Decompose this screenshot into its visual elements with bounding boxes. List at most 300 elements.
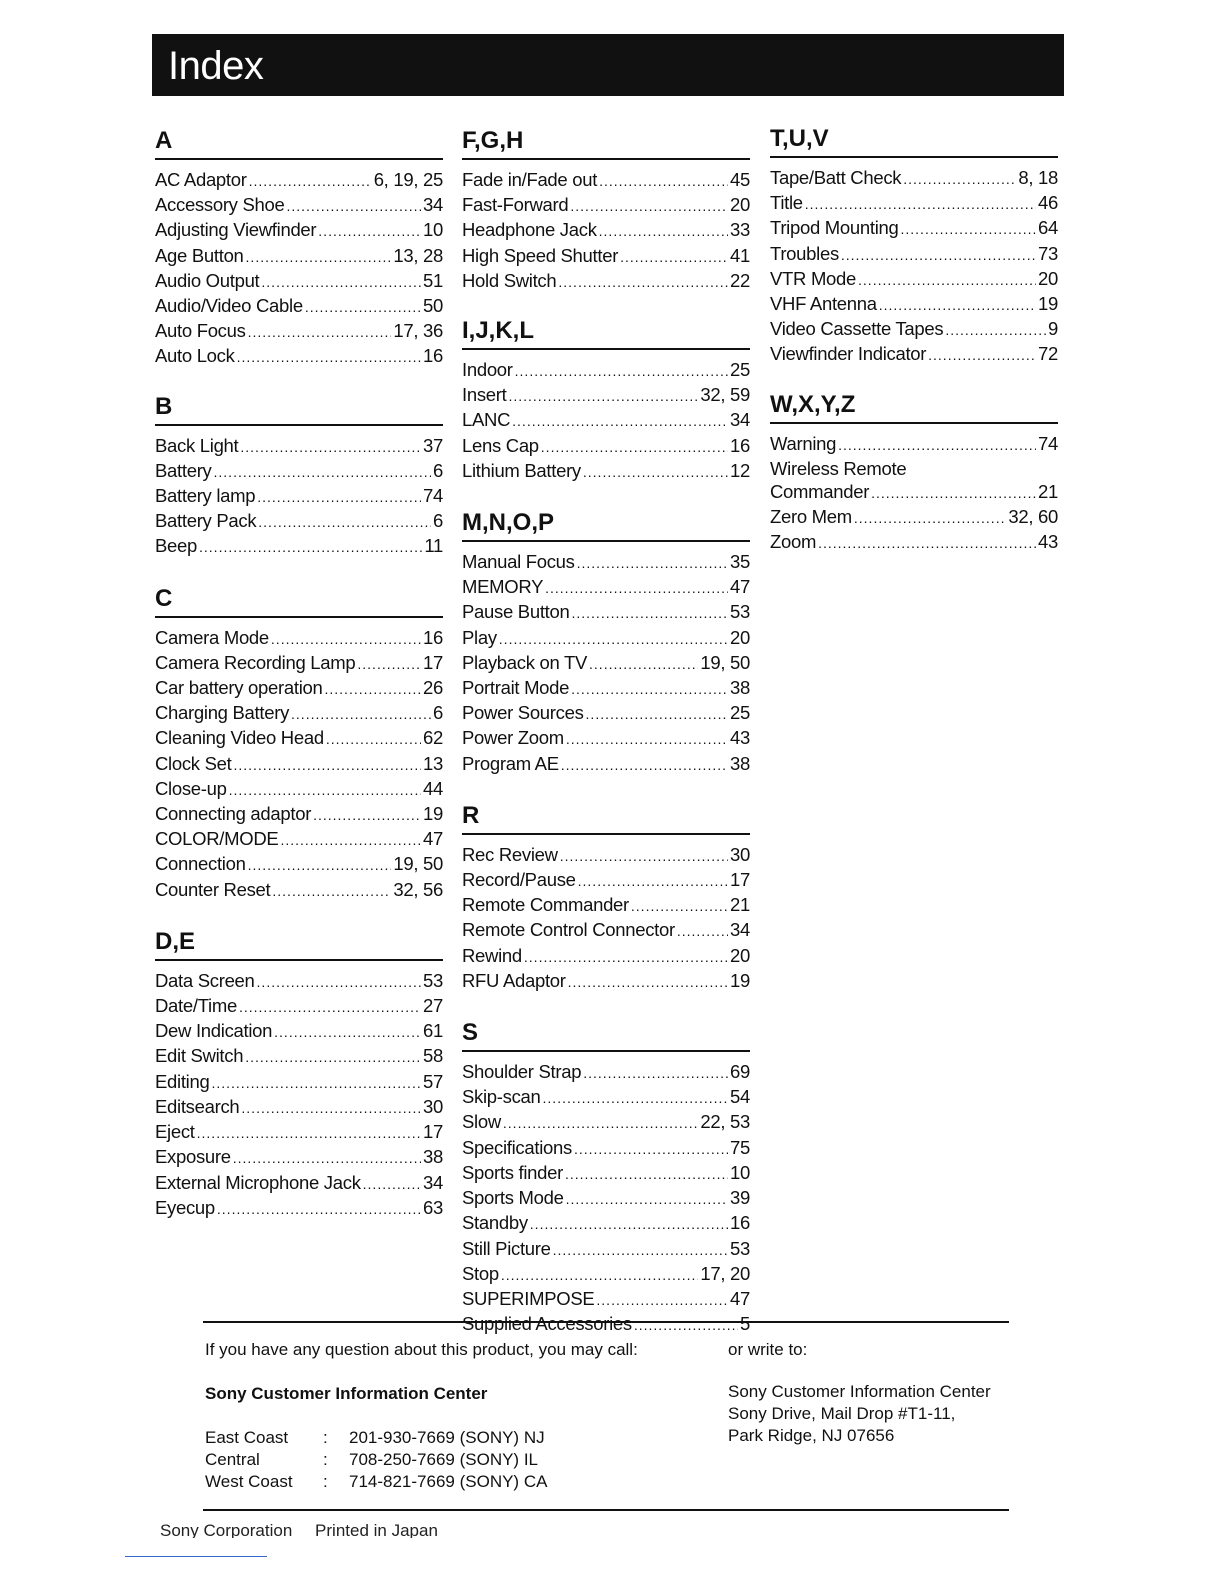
entry-pages: 6 bbox=[433, 459, 443, 481]
entry-pages: 6 bbox=[433, 510, 443, 532]
dot-leader bbox=[237, 344, 421, 369]
entry-pages: 13, 28 bbox=[393, 244, 443, 266]
entry-term: Rewind bbox=[462, 944, 522, 966]
index-entry bbox=[462, 358, 750, 383]
index-entry bbox=[462, 1237, 750, 1262]
index-entry bbox=[155, 1044, 443, 1069]
entry-term: Still Picture bbox=[462, 1237, 551, 1259]
entry-pages: 16 bbox=[730, 1212, 750, 1234]
index-entry bbox=[155, 1120, 443, 1145]
dot-leader bbox=[858, 267, 1036, 292]
entry-term: Auto Focus bbox=[155, 320, 246, 342]
footer bbox=[160, 1520, 456, 1538]
dot-leader bbox=[524, 944, 728, 969]
entry-term: High Speed Shutter bbox=[462, 244, 619, 266]
dot-leader bbox=[286, 193, 421, 218]
index-column-3 bbox=[770, 124, 1058, 556]
entry-pages: 19 bbox=[423, 803, 443, 825]
entry-term: RFU Adaptor bbox=[462, 969, 566, 991]
dot-leader bbox=[571, 676, 728, 701]
entry-pages: 73 bbox=[1038, 242, 1058, 264]
index-entry bbox=[770, 480, 1058, 505]
entry-pages: 38 bbox=[423, 1146, 443, 1168]
entry-pages: 25 bbox=[730, 359, 750, 381]
section-heading: I,J,K,L bbox=[462, 316, 750, 350]
phone-number: 708-250-7669 (SONY) IL bbox=[349, 1450, 538, 1469]
entry-term: Sports Mode bbox=[462, 1187, 564, 1209]
entry-term: Sports finder bbox=[462, 1161, 563, 1183]
section-d-e bbox=[155, 927, 443, 1221]
entry-list bbox=[462, 550, 750, 777]
contact-info bbox=[203, 1321, 1009, 1511]
section-w-x-y-z bbox=[770, 390, 1058, 556]
entry-term: Data Screen bbox=[155, 969, 255, 991]
phone-region: Central bbox=[205, 1450, 260, 1469]
index-entry bbox=[462, 651, 750, 676]
entry-term: Zero Mem bbox=[770, 506, 852, 528]
entry-pages: 64 bbox=[1038, 217, 1058, 239]
phone-contact bbox=[205, 1339, 705, 1493]
entry-pages: 53 bbox=[730, 601, 750, 623]
entry-term: Battery bbox=[155, 459, 212, 481]
entry-list bbox=[462, 843, 750, 994]
index-entry bbox=[770, 317, 1058, 342]
index-entry bbox=[462, 701, 750, 726]
index-title-bar bbox=[152, 34, 1064, 96]
entry-term: Close-up bbox=[155, 777, 227, 799]
entry-pages: 34 bbox=[730, 919, 750, 941]
address-line: Park Ridge, NJ 07656 bbox=[728, 1426, 895, 1445]
index-column-2 bbox=[462, 126, 750, 1337]
entry-term: Date/Time bbox=[155, 995, 237, 1017]
entry-pages: 6 bbox=[433, 702, 443, 724]
entry-pages: 34 bbox=[423, 194, 443, 216]
mailing-address bbox=[728, 1381, 1018, 1447]
index-entry bbox=[155, 1095, 443, 1120]
entry-pages: 34 bbox=[730, 409, 750, 431]
index-entry bbox=[462, 600, 750, 625]
dot-leader bbox=[841, 242, 1036, 267]
entry-list bbox=[155, 969, 443, 1221]
entry-pages: 21 bbox=[1038, 481, 1058, 503]
section-t-u-v bbox=[770, 124, 1058, 368]
entry-pages: 32, 56 bbox=[393, 878, 443, 900]
entry-term: Editing bbox=[155, 1070, 210, 1092]
entry-pages: 44 bbox=[423, 777, 443, 799]
entry-pages: 17, 36 bbox=[393, 320, 443, 342]
entry-pages: 20 bbox=[730, 944, 750, 966]
index-entry bbox=[462, 218, 750, 243]
dot-leader bbox=[246, 244, 392, 269]
index-entry bbox=[155, 969, 443, 994]
dot-leader bbox=[261, 269, 421, 294]
index-entry bbox=[155, 626, 443, 651]
index-entry bbox=[155, 434, 443, 459]
entry-term: Counter Reset bbox=[155, 878, 271, 900]
index-entry bbox=[462, 244, 750, 269]
dot-leader bbox=[599, 218, 728, 243]
dot-leader bbox=[197, 1120, 421, 1145]
entry-pages: 27 bbox=[423, 995, 443, 1017]
phone-row bbox=[205, 1449, 705, 1471]
index-entry bbox=[770, 432, 1058, 457]
entry-pages: 47 bbox=[730, 576, 750, 598]
entry-term: Car battery operation bbox=[155, 677, 323, 699]
entry-term: Troubles bbox=[770, 242, 839, 264]
dot-leader bbox=[566, 1186, 728, 1211]
index-entry bbox=[462, 1262, 750, 1287]
entry-pages: 32, 60 bbox=[1008, 506, 1058, 528]
dot-leader bbox=[545, 575, 728, 600]
entry-term: Edit Switch bbox=[155, 1045, 244, 1067]
dot-leader bbox=[501, 1262, 699, 1287]
entry-pages: 16 bbox=[730, 434, 750, 456]
section-heading: C bbox=[155, 584, 443, 618]
entry-pages: 26 bbox=[423, 677, 443, 699]
footer-printed: Printed in Japan bbox=[315, 1521, 438, 1538]
entry-term: Connecting adaptor bbox=[155, 803, 312, 825]
entry-term: Portrait Mode bbox=[462, 677, 570, 699]
section-c bbox=[155, 584, 443, 903]
dot-leader bbox=[574, 1136, 728, 1161]
address-line: Sony Drive, Mail Drop #T1-11, bbox=[728, 1404, 956, 1423]
index-entry bbox=[155, 726, 443, 751]
dot-leader bbox=[305, 294, 421, 319]
dot-leader bbox=[233, 1145, 421, 1170]
dot-leader bbox=[217, 1196, 421, 1221]
index-entry bbox=[462, 408, 750, 433]
entry-pages: 35 bbox=[730, 551, 750, 573]
index-entry bbox=[462, 1287, 750, 1312]
entry-term: Back Light bbox=[155, 434, 239, 456]
entry-term: Insert bbox=[462, 384, 507, 406]
dot-leader bbox=[586, 701, 728, 726]
dot-leader bbox=[515, 358, 728, 383]
entry-term: AC Adaptor bbox=[155, 169, 247, 190]
index-entry bbox=[462, 1110, 750, 1135]
index-entry bbox=[462, 1211, 750, 1236]
entry-pages: 30 bbox=[730, 843, 750, 865]
contact-question: If you have any question about this product, you may call: bbox=[205, 1340, 638, 1359]
entry-pages: 13 bbox=[423, 752, 443, 774]
index-entry bbox=[155, 269, 443, 294]
section-heading: W,X,Y,Z bbox=[770, 390, 1058, 424]
index-entry bbox=[155, 484, 443, 509]
entry-pages: 58 bbox=[423, 1045, 443, 1067]
entry-list bbox=[770, 166, 1058, 368]
dot-leader bbox=[257, 969, 421, 994]
entry-term: External Microphone Jack bbox=[155, 1171, 361, 1193]
address-line: Sony Customer Information Center bbox=[728, 1382, 991, 1401]
entry-term: Audio Output bbox=[155, 269, 260, 291]
entry-term: Tripod Mounting bbox=[770, 217, 899, 239]
entry-term: Cleaning Video Head bbox=[155, 727, 324, 749]
section-heading: D,E bbox=[155, 927, 443, 961]
entry-term: Accessory Shoe bbox=[155, 194, 285, 216]
entry-pages: 8, 18 bbox=[1018, 167, 1058, 188]
dot-leader bbox=[570, 193, 728, 218]
entry-term: Title bbox=[770, 192, 803, 214]
dot-leader bbox=[854, 505, 1006, 530]
entry-term: Dew Indication bbox=[155, 1020, 273, 1042]
entry-pages: 74 bbox=[1038, 432, 1058, 454]
entry-pages: 17, 20 bbox=[700, 1262, 750, 1284]
entry-term: VHF Antenna bbox=[770, 293, 877, 315]
dot-leader bbox=[248, 319, 392, 344]
entry-pages: 74 bbox=[423, 485, 443, 507]
section-heading: M,N,O,P bbox=[462, 508, 750, 542]
entry-term: Manual Focus bbox=[462, 551, 575, 573]
entry-term: Standby bbox=[462, 1212, 528, 1234]
entry-term: Battery Pack bbox=[155, 510, 257, 532]
index-entry bbox=[462, 626, 750, 651]
dot-leader bbox=[560, 843, 728, 868]
entry-term: Warning bbox=[770, 432, 837, 454]
dot-leader bbox=[565, 1161, 728, 1186]
entry-pages: 17 bbox=[423, 651, 443, 673]
entry-pages: 47 bbox=[730, 1287, 750, 1309]
entry-pages: 12 bbox=[730, 459, 750, 481]
entry-pages: 45 bbox=[730, 169, 750, 190]
phone-list bbox=[205, 1427, 705, 1493]
index-entry bbox=[462, 868, 750, 893]
entry-term: Skip-scan bbox=[462, 1086, 541, 1108]
entry-pages: 54 bbox=[730, 1086, 750, 1108]
dot-leader bbox=[928, 342, 1036, 367]
mail-contact bbox=[728, 1339, 1018, 1447]
section-heading: F,G,H bbox=[462, 126, 750, 160]
dot-leader bbox=[901, 216, 1037, 241]
index-entry bbox=[155, 827, 443, 852]
entry-pages: 53 bbox=[423, 969, 443, 991]
index-entry bbox=[462, 726, 750, 751]
index-entry bbox=[770, 505, 1058, 530]
entry-pages: 10 bbox=[423, 219, 443, 241]
index-entry bbox=[155, 218, 443, 243]
entry-pages: 32, 59 bbox=[700, 384, 750, 406]
entry-pages: 17 bbox=[730, 869, 750, 891]
index-entry bbox=[155, 1145, 443, 1170]
index-entry bbox=[770, 166, 1058, 191]
dot-leader bbox=[818, 530, 1036, 555]
dot-leader bbox=[568, 969, 728, 994]
entry-pages: 19 bbox=[1038, 293, 1058, 315]
dot-leader bbox=[241, 1095, 421, 1120]
dot-leader bbox=[211, 1070, 421, 1095]
entry-term: Auto Lock bbox=[155, 345, 235, 367]
index-entry bbox=[462, 1136, 750, 1161]
dot-leader bbox=[313, 802, 421, 827]
dot-leader bbox=[945, 317, 1046, 342]
dot-leader bbox=[271, 626, 421, 651]
entry-term: VTR Mode bbox=[770, 267, 857, 289]
index-column-1 bbox=[155, 126, 443, 1221]
dot-leader bbox=[199, 534, 422, 559]
entry-pages: 57 bbox=[423, 1070, 443, 1092]
dot-leader bbox=[258, 509, 431, 534]
entry-pages: 22, 53 bbox=[700, 1111, 750, 1133]
index-entry bbox=[462, 918, 750, 943]
index-entry bbox=[155, 1070, 443, 1095]
entry-term: Headphone Jack bbox=[462, 219, 597, 241]
entry-term: Audio/Video Cable bbox=[155, 295, 303, 317]
index-entry bbox=[155, 777, 443, 802]
entry-pages: 20 bbox=[730, 194, 750, 216]
entry-term: Remote Commander bbox=[462, 894, 629, 916]
dot-leader bbox=[631, 893, 728, 918]
entry-term: Charging Battery bbox=[155, 702, 290, 724]
dot-leader bbox=[233, 752, 421, 777]
entry-pages: 9 bbox=[1048, 318, 1058, 340]
index-entry bbox=[770, 457, 1058, 480]
section-r bbox=[462, 801, 750, 994]
entry-pages: 20 bbox=[1038, 267, 1058, 289]
index-entry bbox=[462, 168, 750, 193]
index-entry bbox=[462, 1161, 750, 1186]
dot-leader bbox=[280, 827, 421, 852]
dot-leader bbox=[871, 480, 1036, 505]
dot-leader bbox=[214, 459, 431, 484]
dot-leader bbox=[363, 1171, 421, 1196]
entry-term: Tape/Batt Check bbox=[770, 167, 902, 188]
dot-leader bbox=[272, 878, 391, 903]
entry-pages: 51 bbox=[423, 269, 443, 291]
dot-leader bbox=[558, 269, 728, 294]
index-entry bbox=[462, 550, 750, 575]
entry-list bbox=[462, 1060, 750, 1337]
index-entry bbox=[462, 893, 750, 918]
entry-term: Slow bbox=[462, 1111, 501, 1133]
entry-pages: 37 bbox=[423, 434, 443, 456]
entry-term: Commander bbox=[770, 481, 870, 503]
entry-pages: 10 bbox=[730, 1161, 750, 1183]
entry-term: Lens Cap bbox=[462, 434, 539, 456]
index-entry bbox=[462, 434, 750, 459]
dot-leader bbox=[512, 408, 728, 433]
entry-term: Pause Button bbox=[462, 601, 570, 623]
entry-pages: 16 bbox=[423, 345, 443, 367]
phone-number: 714-821-7669 (SONY) CA bbox=[349, 1472, 548, 1491]
phone-colon: : bbox=[323, 1450, 328, 1469]
entry-term: Record/Pause bbox=[462, 869, 576, 891]
entry-pages: 69 bbox=[730, 1061, 750, 1083]
entry-pages: 38 bbox=[730, 677, 750, 699]
entry-term: Viewfinder Indicator bbox=[770, 343, 927, 365]
entry-list bbox=[155, 434, 443, 560]
index-entry bbox=[462, 1186, 750, 1211]
entry-list bbox=[462, 358, 750, 484]
entry-term: Lithium Battery bbox=[462, 459, 581, 481]
dot-leader bbox=[291, 701, 431, 726]
index-entry bbox=[462, 1085, 750, 1110]
dot-leader bbox=[318, 218, 421, 243]
dot-leader bbox=[903, 166, 1016, 191]
section-heading: S bbox=[462, 1018, 750, 1052]
index-entry bbox=[462, 1060, 750, 1085]
entry-term: Supplied Accessories bbox=[462, 1313, 632, 1335]
entry-pages: 33 bbox=[730, 219, 750, 241]
entry-pages: 25 bbox=[730, 702, 750, 724]
entry-pages: 20 bbox=[730, 626, 750, 648]
section-s bbox=[462, 1018, 750, 1337]
entry-pages: 19 bbox=[730, 969, 750, 991]
phone-colon: : bbox=[323, 1428, 328, 1447]
dot-leader bbox=[503, 1110, 698, 1135]
dot-leader bbox=[596, 1287, 728, 1312]
entry-pages: 61 bbox=[423, 1020, 443, 1042]
entry-term: Stop bbox=[462, 1262, 499, 1284]
entry-pages: 53 bbox=[730, 1237, 750, 1259]
entry-list bbox=[155, 168, 443, 370]
entry-pages: 5 bbox=[740, 1313, 750, 1335]
entry-term: Adjusting Viewfinder bbox=[155, 219, 317, 241]
entry-term: LANC bbox=[462, 409, 511, 431]
index-entry bbox=[155, 193, 443, 218]
entry-term: Program AE bbox=[462, 752, 559, 774]
index-entry bbox=[155, 294, 443, 319]
section-heading: R bbox=[462, 801, 750, 835]
entry-term: Eyecup bbox=[155, 1196, 215, 1218]
index-entry bbox=[155, 994, 443, 1019]
dot-leader bbox=[805, 191, 1036, 216]
dot-leader bbox=[583, 459, 728, 484]
dot-leader bbox=[541, 434, 728, 459]
index-entry bbox=[155, 676, 443, 701]
index-entry bbox=[462, 575, 750, 600]
entry-pages: 21 bbox=[730, 894, 750, 916]
entry-pages: 50 bbox=[423, 295, 443, 317]
entry-pages: 43 bbox=[730, 727, 750, 749]
index-entry bbox=[155, 1171, 443, 1196]
index-entry bbox=[462, 269, 750, 294]
section-heading: B bbox=[155, 392, 443, 426]
entry-term: Fast-Forward bbox=[462, 194, 569, 216]
section-b bbox=[155, 392, 443, 560]
phone-row bbox=[205, 1427, 705, 1449]
entry-term: Zoom bbox=[770, 531, 817, 553]
entry-term: Fade in/Fade out bbox=[462, 169, 598, 190]
section-heading: T,U,V bbox=[770, 124, 1058, 158]
dot-leader bbox=[326, 726, 421, 751]
entry-term: Playback on TV bbox=[462, 651, 588, 673]
entry-pages: 38 bbox=[730, 752, 750, 774]
index-entry bbox=[462, 459, 750, 484]
entry-pages: 30 bbox=[423, 1095, 443, 1117]
entry-term: Wireless Remote bbox=[770, 457, 907, 479]
entry-term: Beep bbox=[155, 535, 198, 557]
dot-leader bbox=[357, 651, 421, 676]
entry-pages: 72 bbox=[1038, 343, 1058, 365]
index-entry bbox=[155, 509, 443, 534]
index-entry bbox=[462, 193, 750, 218]
entry-term: Exposure bbox=[155, 1146, 231, 1168]
section-a bbox=[155, 126, 443, 370]
entry-term: Camera Mode bbox=[155, 626, 269, 648]
entry-term: Age Button bbox=[155, 244, 244, 266]
entry-term: Connection bbox=[155, 853, 246, 875]
index-entry bbox=[462, 383, 750, 408]
section-heading: A bbox=[155, 126, 443, 160]
entry-pages: 46 bbox=[1038, 192, 1058, 214]
dot-leader bbox=[257, 484, 421, 509]
index-entry bbox=[770, 267, 1058, 292]
entry-list bbox=[770, 432, 1058, 556]
entry-pages: 47 bbox=[423, 828, 443, 850]
entry-pages: 62 bbox=[423, 727, 443, 749]
dot-leader bbox=[838, 432, 1036, 457]
dot-leader bbox=[508, 383, 698, 408]
index-entry bbox=[155, 1196, 443, 1221]
